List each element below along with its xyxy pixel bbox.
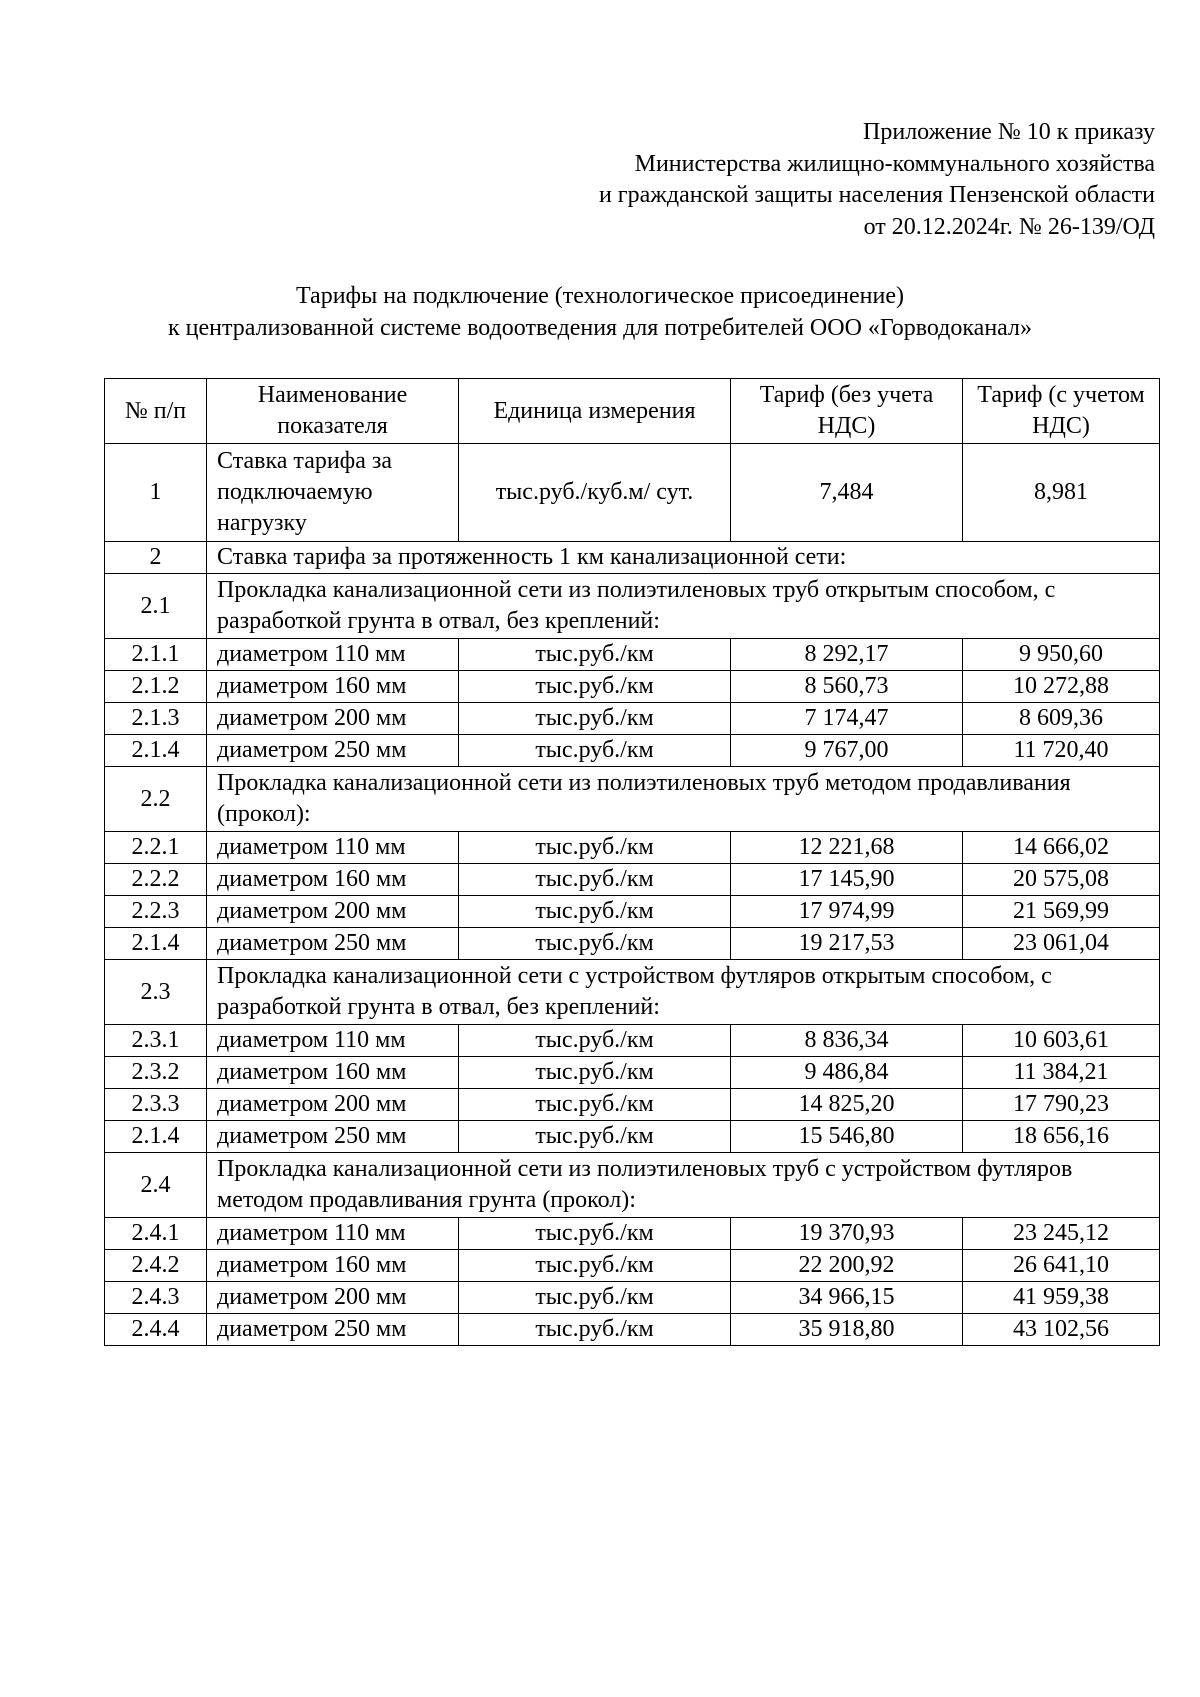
row-tariff-no-vat: 15 546,80 <box>731 1121 963 1153</box>
table-row <box>105 864 1160 896</box>
table-header-row <box>105 379 1160 444</box>
row-number: 2.3.2 <box>105 1057 207 1089</box>
row-name: диаметром 110 мм <box>207 832 459 864</box>
table-row <box>105 1025 1160 1057</box>
row-tariff-vat: 26 641,10 <box>963 1250 1160 1282</box>
table-row <box>105 735 1160 767</box>
row-name: диаметром 200 мм <box>207 1089 459 1121</box>
table-row <box>105 928 1160 960</box>
row-unit: тыс.руб./км <box>459 735 731 767</box>
section-text: Прокладка канализационной сети из полиэтиленовых труб с устройством футляров методом продавливания грунта (прокол): <box>207 1153 1160 1218</box>
row-name: диаметром 200 мм <box>207 703 459 735</box>
table-section-row <box>105 960 1160 1025</box>
row-tariff-no-vat: 8 836,34 <box>731 1025 963 1057</box>
section-number: 2.2 <box>105 767 207 832</box>
appendix-header <box>599 117 1155 243</box>
row-tariff-no-vat: 22 200,92 <box>731 1250 963 1282</box>
row-unit: тыс.руб./км <box>459 1121 731 1153</box>
row-number: 2.1.4 <box>105 735 207 767</box>
row-tariff-no-vat: 34 966,15 <box>731 1282 963 1314</box>
row-tariff-no-vat: 19 217,53 <box>731 928 963 960</box>
row-name: диаметром 250 мм <box>207 1314 459 1346</box>
row-name: диаметром 250 мм <box>207 735 459 767</box>
row-unit: тыс.руб./км <box>459 1218 731 1250</box>
table-section-row <box>105 767 1160 832</box>
row-tariff-no-vat: 14 825,20 <box>731 1089 963 1121</box>
appendix-line: и гражданской защиты населения Пензенской области <box>598 182 1155 208</box>
row-tariff-no-vat: 8 292,17 <box>731 639 963 671</box>
table-row <box>105 1218 1160 1250</box>
row-unit: тыс.руб./куб.м/ сут. <box>459 444 731 542</box>
table-row <box>105 542 1160 574</box>
table-row <box>105 1250 1160 1282</box>
table-row <box>105 1282 1160 1314</box>
row-number: 2.2.1 <box>105 832 207 864</box>
row-tariff-no-vat: 7 174,47 <box>731 703 963 735</box>
table-row <box>105 832 1160 864</box>
table-row <box>105 1057 1160 1089</box>
row-tariff-vat: 8,981 <box>963 444 1160 542</box>
appendix-line: от 20.12.2024г. № 26-139/ОД <box>863 213 1155 240</box>
row-name: диаметром 200 мм <box>207 1282 459 1314</box>
table-row <box>105 896 1160 928</box>
row-name: диаметром 250 мм <box>207 928 459 960</box>
row-number: 1 <box>105 444 207 542</box>
row-unit: тыс.руб./км <box>459 1057 731 1089</box>
row-name: диаметром 160 мм <box>207 1057 459 1089</box>
row-tariff-vat: 10 272,88 <box>963 671 1160 703</box>
column-header: Тариф (без учета НДС) <box>731 379 963 444</box>
row-number: 2.1.2 <box>105 671 207 703</box>
row-number: 2.4.3 <box>105 1282 207 1314</box>
column-header: Наименование показателя <box>207 379 459 444</box>
row-name: диаметром 200 мм <box>207 896 459 928</box>
row-number: 2.1.3 <box>105 703 207 735</box>
title-line: к централизованной системе водоотведения для потребителей ООО «Горводоканал» <box>167 315 1033 341</box>
table-row <box>105 1121 1160 1153</box>
row-name: диаметром 110 мм <box>207 639 459 671</box>
table-row <box>105 1314 1160 1346</box>
section-number: 2.4 <box>105 1153 207 1218</box>
section-number: 2.1 <box>105 574 207 639</box>
table-section-row <box>105 574 1160 639</box>
row-tariff-vat: 41 959,38 <box>963 1282 1160 1314</box>
row-tariff-no-vat: 7,484 <box>731 444 963 542</box>
row-number: 2.3.1 <box>105 1025 207 1057</box>
row-tariff-vat: 8 609,36 <box>963 703 1160 735</box>
table-row <box>105 639 1160 671</box>
row-tariff-no-vat: 17 974,99 <box>731 896 963 928</box>
column-header: Тариф (с учетом НДС) <box>963 379 1160 444</box>
row-number: 2.2.3 <box>105 896 207 928</box>
section-number: 2.3 <box>105 960 207 1025</box>
row-number: 2.2.2 <box>105 864 207 896</box>
table-row <box>105 671 1160 703</box>
table-section-row <box>105 1153 1160 1218</box>
row-name: диаметром 160 мм <box>207 671 459 703</box>
row-name: диаметром 110 мм <box>207 1025 459 1057</box>
row-name: диаметром 110 мм <box>207 1218 459 1250</box>
row-unit: тыс.руб./км <box>459 671 731 703</box>
row-tariff-vat: 11 720,40 <box>963 735 1160 767</box>
row-number: 2.4.2 <box>105 1250 207 1282</box>
table-row <box>105 444 1160 542</box>
row-tariff-vat: 23 245,12 <box>963 1218 1160 1250</box>
row-unit: тыс.руб./км <box>459 1314 731 1346</box>
appendix-line: Приложение № 10 к приказу <box>863 119 1155 145</box>
tariffs-table <box>104 378 1160 1346</box>
row-unit: тыс.руб./км <box>459 1282 731 1314</box>
section-text: Прокладка канализационной сети с устройством футляров открытым способом, с разработкой грунта в отвал, без креплений: <box>207 960 1160 1025</box>
row-section-text: Ставка тарифа за протяженность 1 км канализационной сети: <box>207 542 1160 574</box>
row-number: 2.1.4 <box>105 928 207 960</box>
appendix-line: Министерства жилищно-коммунального хозяйства <box>634 150 1155 177</box>
row-unit: тыс.руб./км <box>459 1089 731 1121</box>
row-tariff-vat: 23 061,04 <box>963 928 1160 960</box>
row-tariff-no-vat: 35 918,80 <box>731 1314 963 1346</box>
row-tariff-no-vat: 17 145,90 <box>731 864 963 896</box>
row-unit: тыс.руб./км <box>459 703 731 735</box>
row-number: 2.1.4 <box>105 1121 207 1153</box>
row-number: 2.3.3 <box>105 1089 207 1121</box>
row-unit: тыс.руб./км <box>459 928 731 960</box>
row-tariff-vat: 14 666,02 <box>963 832 1160 864</box>
row-tariff-no-vat: 9 486,84 <box>731 1057 963 1089</box>
row-tariff-no-vat: 8 560,73 <box>731 671 963 703</box>
document-title <box>0 280 1200 344</box>
row-unit: тыс.руб./км <box>459 1250 731 1282</box>
row-name: диаметром 250 мм <box>207 1121 459 1153</box>
column-header: Единица измерения <box>459 379 731 444</box>
row-unit: тыс.руб./км <box>459 896 731 928</box>
row-number: 2.1.1 <box>105 639 207 671</box>
row-tariff-vat: 11 384,21 <box>963 1057 1160 1089</box>
row-tariff-vat: 43 102,56 <box>963 1314 1160 1346</box>
section-text: Прокладка канализационной сети из полиэтиленовых труб открытым способом, с разработкой грунта в отвал, без креплений: <box>207 574 1160 639</box>
row-unit: тыс.руб./км <box>459 864 731 896</box>
row-tariff-vat: 18 656,16 <box>963 1121 1160 1153</box>
table-row <box>105 1089 1160 1121</box>
section-text: Прокладка канализационной сети из полиэтиленовых труб методом продавливания (прокол): <box>207 767 1160 832</box>
column-header: № п/п <box>105 379 207 444</box>
row-unit: тыс.руб./км <box>459 639 731 671</box>
row-tariff-vat: 17 790,23 <box>963 1089 1160 1121</box>
row-unit: тыс.руб./км <box>459 1025 731 1057</box>
row-tariff-no-vat: 9 767,00 <box>731 735 963 767</box>
row-number: 2.4.4 <box>105 1314 207 1346</box>
row-tariff-no-vat: 12 221,68 <box>731 832 963 864</box>
title-line: Тарифы на подключение (технологическое присоединение) <box>295 283 905 309</box>
row-tariff-no-vat: 19 370,93 <box>731 1218 963 1250</box>
row-tariff-vat: 21 569,99 <box>963 896 1160 928</box>
row-tariff-vat: 20 575,08 <box>963 864 1160 896</box>
row-name: диаметром 160 мм <box>207 864 459 896</box>
row-number: 2.4.1 <box>105 1218 207 1250</box>
row-number: 2 <box>105 542 207 574</box>
row-tariff-vat: 9 950,60 <box>963 639 1160 671</box>
table-row <box>105 703 1160 735</box>
row-name: Ставка тарифа за подключаемую нагрузку <box>207 444 459 542</box>
row-unit: тыс.руб./км <box>459 832 731 864</box>
row-name: диаметром 160 мм <box>207 1250 459 1282</box>
row-tariff-vat: 10 603,61 <box>963 1025 1160 1057</box>
